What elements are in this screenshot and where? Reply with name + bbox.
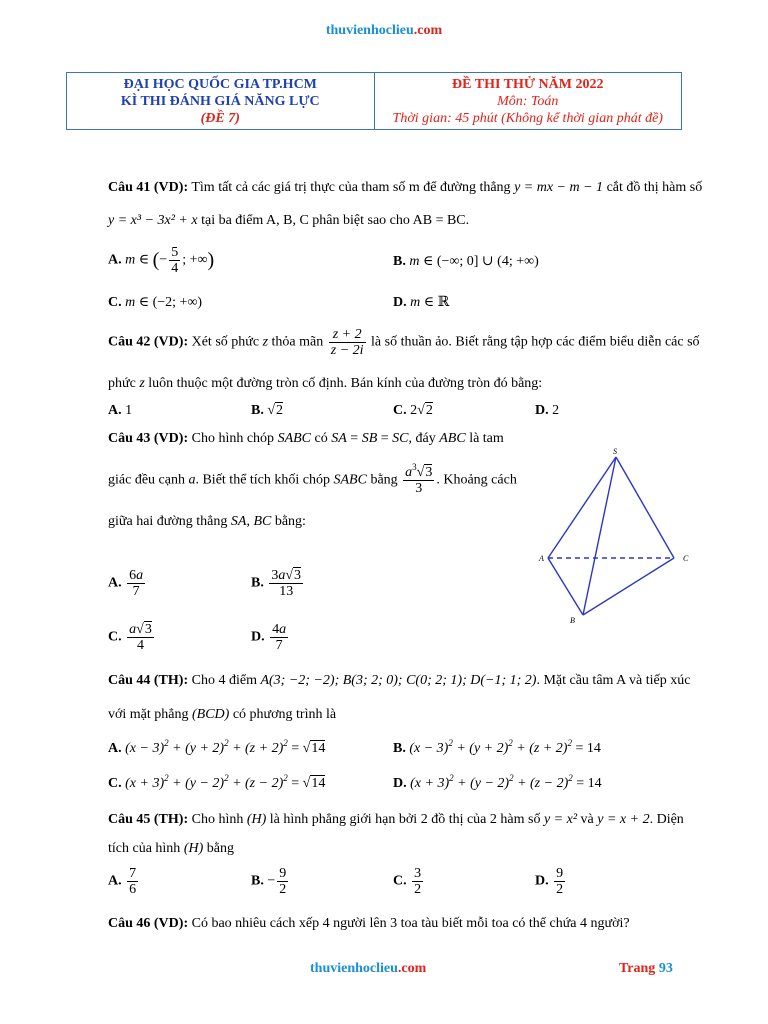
q41-option-a[interactable]: A. m ∈ (− $\frac{5}{4}$ ; +∞) <box>108 245 215 276</box>
q42-option-a[interactable]: A. 1 <box>108 403 133 418</box>
pyramid-diagram <box>536 445 696 630</box>
vertex-b-label: B <box>570 616 575 625</box>
q41-line2 <box>108 213 469 229</box>
exam-title: ĐỀ THI THỬ NĂM 2022 <box>452 77 604 92</box>
q45-option-d[interactable]: D. $\frac{9}{2}$ <box>535 866 564 897</box>
q41-text: cắt đồ thị hàm số <box>603 180 703 195</box>
edge-ab <box>548 558 583 615</box>
q42-option-d[interactable]: D. 2 <box>535 403 560 418</box>
q42-text: phức <box>108 376 140 391</box>
q41-text: tại ba điểm A, B, C phân biệt sao cho AB = BC. <box>197 213 470 228</box>
q41-line-eq: y = mx − m − 1 <box>514 180 604 195</box>
page-label: Trang <box>619 961 659 976</box>
q45-option-c[interactable]: C. $\frac{3}{2}$ <box>393 866 422 897</box>
q44-label: Câu 44 (TH): <box>108 673 189 688</box>
q42-text: Xét số phức <box>188 334 263 350</box>
q44-option-c[interactable]: C. $(x + 3)^2 + (y - 2)^2 + (z - 2)^2 = √14$ <box>108 773 326 791</box>
q44-text: với mặt phẳng <box>108 707 192 722</box>
q45-function-2: y = x + 2 <box>597 812 650 827</box>
q42-label: Câu 42 (VD): <box>108 334 189 350</box>
q45-text: tích của hình <box>108 841 184 856</box>
q43-line3: giữa hai đường thẳng SA, BC bằng: <box>108 514 306 529</box>
vertex-a-label: A <box>539 554 544 563</box>
q45-text: bằng <box>203 841 234 856</box>
q41-function: y = x³ − 3x² + x <box>108 213 198 228</box>
q43-text: có <box>311 431 332 446</box>
q43-text: là tam <box>465 431 504 446</box>
site-domain: .com <box>397 961 427 976</box>
q43-option-c[interactable]: C. $\frac{a√3}{4}$ <box>108 622 152 653</box>
q46-text: Có bao nhiêu cách xếp 4 người lên 3 toa tàu biết mỗi toa có thể chứa 4 người? <box>188 916 630 931</box>
q44-text: có phương trình là <box>229 707 337 722</box>
page-number-value: 93 <box>658 961 673 976</box>
q42-text: thỏa mãn <box>268 334 327 350</box>
q45-function-1: y = x² <box>543 812 578 827</box>
q45-text: và <box>577 812 598 827</box>
q41-option-d[interactable]: D. m ∈ ℝ <box>393 295 450 310</box>
page-number <box>619 961 673 977</box>
q43-text: Cho hình chóp <box>188 431 278 446</box>
q43-label: Câu 43 (VD): <box>108 431 189 446</box>
q45-text: . Diện <box>649 812 684 827</box>
q43-option-d[interactable]: D. $\frac{4a}{7}$ <box>251 622 287 653</box>
site-name: thuvienhoclieu <box>325 23 414 38</box>
exam-name: KÌ THI ĐÁNH GIÁ NĂNG LỰC <box>120 94 320 109</box>
q41-line1 <box>108 180 702 196</box>
university-name: ĐẠI HỌC QUỐC GIA TP.HCM <box>123 77 317 92</box>
site-name: thuvienhoclieu <box>310 961 398 976</box>
q44-option-b[interactable]: B. $(x - 3)^2 + (y + 2)^2 + (z + 2)^2 = 14$ <box>393 738 601 756</box>
q42-text: luôn thuộc một đường tròn cố định. Bán kính của đường tròn đó bằng: <box>144 376 543 391</box>
q43-text: bằng: <box>271 514 306 529</box>
q43-text: đáy <box>412 431 440 446</box>
q43-line2: giác đều cạnh a. Biết thể tích khối chóp SABC bằng $\frac{a^3√3}{3}$ . Khoảng cách <box>108 462 517 496</box>
exam-code: (ĐỀ 7) <box>200 111 240 126</box>
q44-plane: (BCD) <box>192 707 230 722</box>
q44-line1 <box>108 673 690 689</box>
q42-line2: phức z luôn thuộc một đường tròn cố định. Bán kính của đường tròn đó bằng: <box>108 376 543 391</box>
site-watermark-bottom <box>310 961 426 977</box>
q43-text: bằng <box>366 472 402 488</box>
q45-region: (H) <box>246 812 267 827</box>
q43-volume-fraction: $\frac{a^3√3}{3}$ <box>405 462 433 496</box>
header-right <box>375 73 682 129</box>
q41-option-b[interactable]: B. m ∈ (−∞; 0] ∪ (4; +∞) <box>393 254 539 269</box>
q45-line2: tích của hình (H) bằng <box>108 841 234 856</box>
header-left <box>67 73 375 129</box>
vertex-c-label: C <box>683 554 689 563</box>
edge-bc <box>583 558 674 615</box>
q43-option-b[interactable]: B. $\frac{3a√3}{13}$ <box>251 568 302 599</box>
q44-option-d[interactable]: D. $(x + 3)^2 + (y - 2)^2 + (z - 2)^2 = 14$ <box>393 773 602 791</box>
q42-fraction: $\frac{z + 2}{z - 2i}$ <box>330 327 364 358</box>
edge-sc <box>616 457 674 558</box>
q45-label: Câu 45 (TH): <box>108 812 189 827</box>
q43-text: giác đều cạnh <box>108 472 189 488</box>
q44-line2 <box>108 707 336 723</box>
q45-text: Cho hình <box>188 812 247 827</box>
q41-option-c[interactable]: C. m ∈ (−2; +∞) <box>108 295 203 310</box>
q41-text: Tìm tất cả các giá trị thực của tham số m để đường thẳng <box>188 180 515 195</box>
exam-header <box>66 72 682 130</box>
q46-line1 <box>108 916 630 932</box>
duration: Thời gian: 45 phút (Không kể thời gian phát đề) <box>392 111 663 126</box>
q43-line1: Câu 43 (VD): Cho hình chóp SABC có SA = SB = SC, đáy ABC là tam <box>108 431 504 446</box>
site-domain: .com <box>413 23 443 38</box>
subject: Môn: Toán <box>497 94 559 109</box>
q41-label: Câu 41 (VD): <box>108 180 189 195</box>
q45-option-a[interactable]: A. $\frac{7}{6}$ <box>108 866 137 897</box>
q42-option-b[interactable]: B. √2 <box>251 403 284 418</box>
q44-text: . Mặt cầu tâm A và tiếp xúc <box>536 673 691 688</box>
q44-text: Cho 4 điểm <box>188 673 261 688</box>
q43-text: . Khoảng cách <box>436 472 517 488</box>
q44-option-a[interactable]: A. $(x - 3)^2 + (y + 2)^2 + (z + 2)^2 = √14$ <box>108 738 326 756</box>
q46-label: Câu 46 (VD): <box>108 916 189 931</box>
vertex-s-label: S <box>613 447 617 456</box>
q44-points: A(3; −2; −2); B(3; 2; 0); C(0; 2; 1); D(−1; 1; 2) <box>260 673 537 688</box>
q45-text: là hình phẳng giới hạn bởi 2 đồ thị của 2 hàm số <box>266 812 544 827</box>
q43-text: giữa hai đường thẳng <box>108 514 231 529</box>
q45-line1 <box>108 812 684 828</box>
q43-option-a[interactable]: A. $\frac{6a}{7}$ <box>108 568 144 599</box>
q42-option-c[interactable]: C. 2√2 <box>393 403 433 418</box>
q43-text: . Biết thể tích khối chóp <box>195 472 334 488</box>
q41-a-fraction: $\frac{5}{4}$ <box>171 245 179 276</box>
q42-text: là số thuần ảo. Biết rằng tập hợp các điểm biểu diễn các số <box>367 334 700 350</box>
q45-option-b[interactable]: B. − $\frac{9}{2}$ <box>251 866 287 897</box>
q42-line1: Câu 42 (VD): Xét số phức z thỏa mãn $\frac{z + 2}{z - 2i}$ là số thuần ảo. Biết rằng tập hợp các điểm biểu diễn các số <box>108 327 700 358</box>
site-watermark-top <box>0 23 768 39</box>
